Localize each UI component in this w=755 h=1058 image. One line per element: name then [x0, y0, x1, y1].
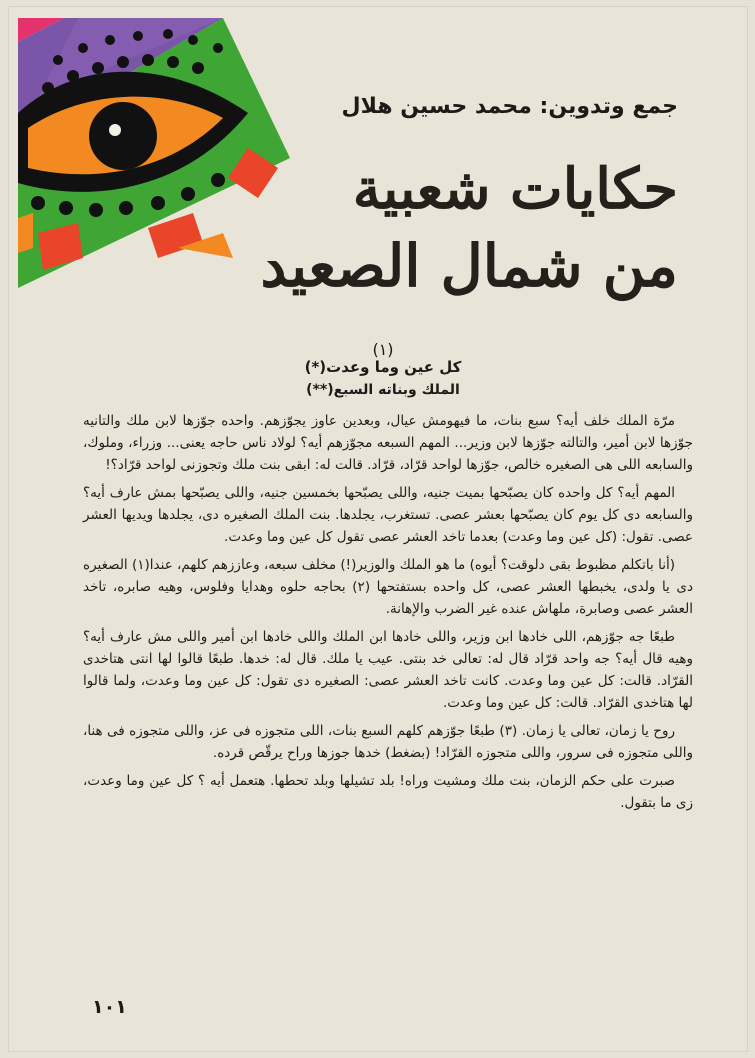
- compiler-credit: جمع وتدوين: محمد حسين هلال: [341, 94, 678, 119]
- chapter-number: (١): [372, 340, 394, 359]
- paragraph: (أنا باتكلم مظبوط بقى دلوقت؟ أيوه) ما هو الملك والوزير(!) مخلف سبعه، وعاززهم كلهم، عندا(١) الصغيره دى يا ولدى، يخبطها العشر عصى، كل واحده بستفتحها (٢) بحاجه حلوه وهدايا وفلوس، وهيه صابره، تاخد العشر عصى وصابرة، ملهاش عنده غير الضرب والإهانة.: [83, 557, 693, 617]
- page-number: ١٠١: [92, 996, 127, 1018]
- folk-eye-artwork: [18, 18, 290, 298]
- paragraph: المهم أيه؟ كل واحده كان يصبّحها بميت جنيه، واللى يصبّحها بخمسين جنيه، واللى يصبّحها بمش عارف أيه؟ والسابعه دى كل يوم كان يصبّحها بعشر عصى. تستغرب، يجلدها. بنت الملك الصغيره دى، يجلدها ويديها العشر عصى. تقول: (كل عين وما وعدت) بعدما تاخد العشر عصى تقول كل عين وما وعدت.: [83, 485, 693, 545]
- art-eye-pupil: [89, 102, 157, 170]
- paragraph: صبرت على حكم الزمان، بنت ملك ومشيت وراه! بلد تشيلها وبلد تحطها. هتعمل أيه ؟ كل عين وما وعدت، زى ما بتقول.: [83, 773, 693, 811]
- book-title-line-2: من شمال الصعيد: [260, 232, 678, 300]
- chapter-subtitle: الملك وبناته السبع(**): [306, 382, 460, 398]
- book-title-line-1: حكايات شعبية: [352, 156, 678, 222]
- paragraph: روح يا زمان، تعالى يا زمان. (٣) طبعًا جوّزهم كلهم السبع بنات، اللى متجوزه فى عز، واللى متجوزه فى هنا، واللى متجوزه فى سرور، واللى متجوزه القرّاد! (بضغط) خدها جوزها وراح يرقّص قرده.: [83, 723, 693, 761]
- book-page: [8, 6, 748, 1052]
- chapter-title: كل عين وما وعدت(*): [304, 358, 462, 376]
- story-body: [83, 410, 693, 820]
- paragraph: مرّة الملك خلف أيه؟ سبع بنات، ما فيهومش عيال، وبعدين عاوز يجوّزهم. واحده جوّزها لابن ملك والتانيه جوّزها لابن أمير، والتالته جوّزها لابن وزير... المهم السبعه مجوّزهم أيه؟ لولاد ناس حاجه يعنى... وزراء، وملوك، والسابعه اللى هى الصغيره خالص، جوّزها لواحد قرّاد، قرّاد. قالت له: ابقى بنت ملك وتجوزنى لواحد قرّاد؟!: [83, 413, 693, 473]
- paragraph: طبعًا جه جوّزهم، اللى خادها ابن وزير، واللى خادها ابن الملك واللى خادها ابن أمير واللى مش عارف أيه؟ وهيه قال أيه؟ جه واحد قرّاد قال له: تعالى خد بنتى. عيب يا ملك. قال له: خدها. طبعًا قالوا لها انتى هتاخدى القرّاد. قالت: كل عين وما وعدت. كانت تاخد العشر عصى: الصغيره دى تقول: كل عين وما وعدت، ولما قالوا لها هتاخدى القرّاد. قالت: كل عين وما وعدت.: [83, 629, 693, 711]
